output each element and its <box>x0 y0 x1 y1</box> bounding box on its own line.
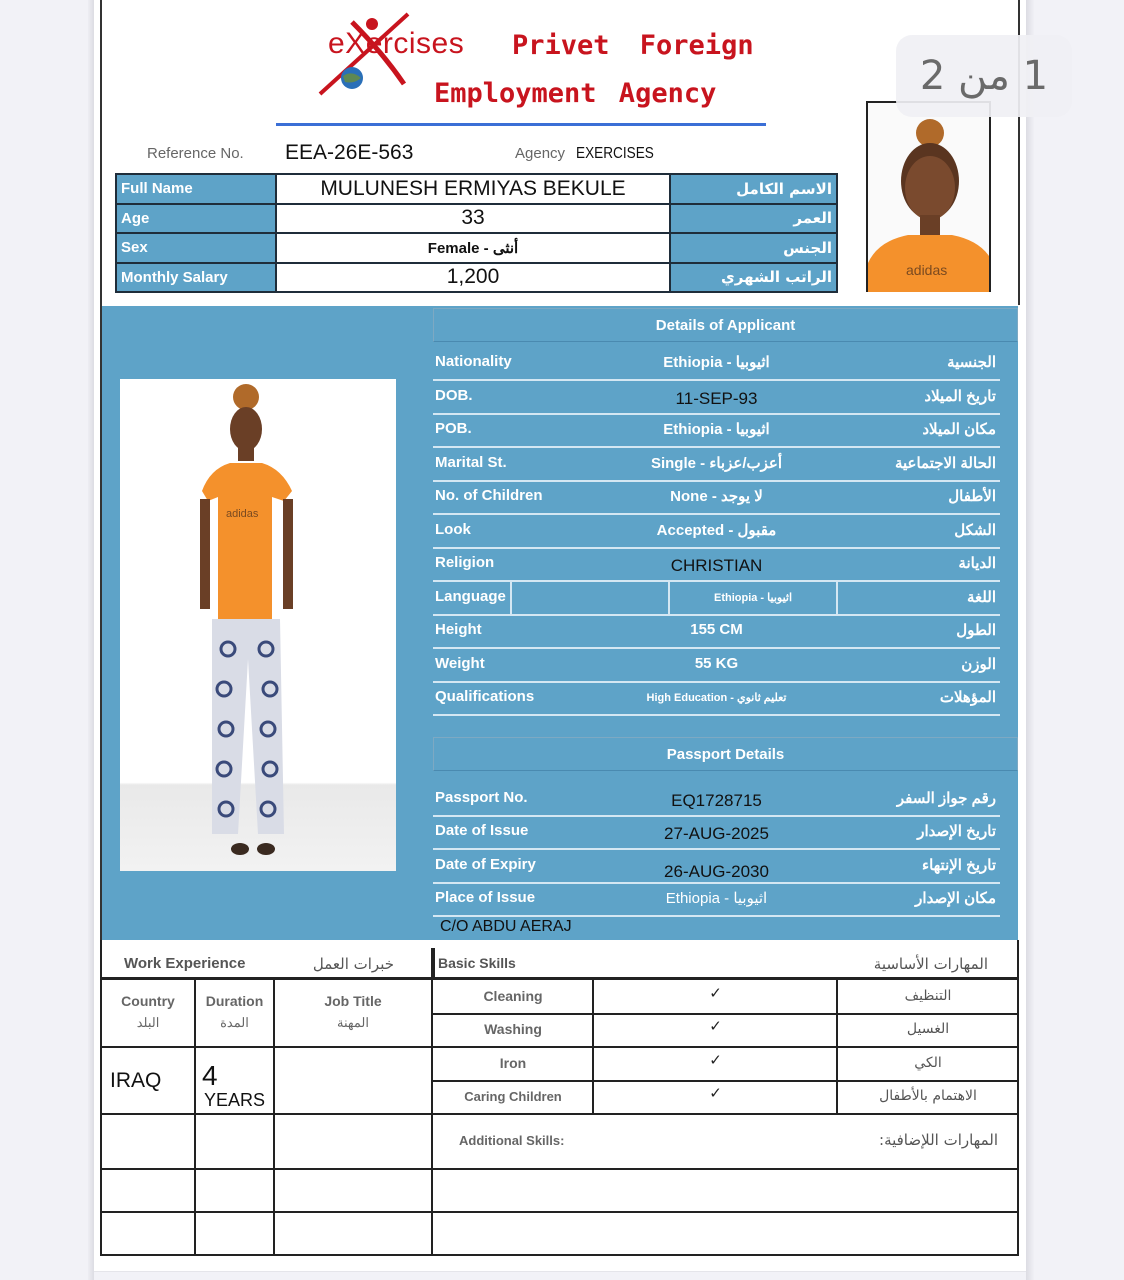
row-value: None - لا يوجد <box>670 488 763 505</box>
table-border <box>432 1046 1019 1048</box>
detail-row-look <box>433 515 1000 549</box>
sex-label-ar: الجنس <box>670 233 837 263</box>
row-label-ar: مكان الإصدار <box>915 890 996 907</box>
skill-cleaning-label: Cleaning <box>483 988 543 1004</box>
row-label-ar: المؤهلات <box>939 689 996 706</box>
check-icon: ✓ <box>709 984 722 1002</box>
table-row <box>116 204 837 234</box>
row-label: No. of Children <box>435 487 543 504</box>
row-label: Place of Issue <box>435 889 536 906</box>
row-label-ar: اللغة <box>967 589 996 606</box>
detail-row-marital-status <box>433 448 1000 482</box>
detail-row-weight <box>433 649 1000 683</box>
column-header-duration <box>196 990 273 1034</box>
row-label-ar: الحالة الاجتماعية <box>894 455 996 472</box>
table-border <box>100 1254 1019 1256</box>
full-name-value: MULUNESH ERMIYAS BEKULE <box>276 174 670 204</box>
work-experience-title-row <box>102 948 432 980</box>
skill-washing-label-ar: الغسيل <box>906 1021 950 1037</box>
row-label: Religion <box>435 554 495 571</box>
salary-label: Monthly Salary <box>116 263 276 293</box>
agency-label: Agency <box>515 145 566 162</box>
header-divider <box>276 123 766 126</box>
passport-row-place-of-issue <box>433 883 1000 917</box>
column-header-country <box>102 990 194 1034</box>
row-label-ar: مكان الميلاد <box>922 421 996 438</box>
age-label-ar: العمر <box>670 204 837 234</box>
detail-row-religion <box>433 548 1000 582</box>
row-label: Marital St. <box>435 454 507 471</box>
language-cell-empty <box>510 582 668 615</box>
detail-row-language <box>433 582 1000 616</box>
portrait-photo <box>866 101 991 292</box>
column-header-job-title <box>275 990 431 1034</box>
check-icon: ✓ <box>709 1051 722 1069</box>
age-label: Age <box>116 204 276 234</box>
detail-row-dob <box>433 381 1000 415</box>
full-name-label-ar: الاسم الكامل <box>670 174 837 204</box>
agency-name-line1: Privet Foreign <box>512 30 754 61</box>
column-header-ar: المهنة <box>337 1015 369 1030</box>
row-label-ar: تاريخ الميلاد <box>924 388 996 405</box>
row-label: Weight <box>435 655 485 672</box>
row-label-ar: تاريخ الإصدار <box>917 823 996 840</box>
basic-skills-title: Basic Skills <box>438 955 516 971</box>
row-value: Ethiopia - اثيوبيا <box>663 354 770 371</box>
row-label-ar: الجنسية <box>947 354 996 371</box>
salary-value: 1,200 <box>276 263 670 293</box>
row-label: Passport No. <box>435 789 528 806</box>
row-label: Look <box>435 521 471 538</box>
check-icon: ✓ <box>709 1084 722 1102</box>
row-label-ar: تاريخ الإنتهاء <box>922 857 996 874</box>
row-label: DOB. <box>435 387 473 404</box>
row-value: Single - أعزب/عزباء <box>650 455 783 472</box>
table-border <box>100 940 102 1256</box>
row-label-ar: الطول <box>956 622 996 639</box>
experience-duration-number: 4 <box>202 1060 218 1091</box>
agency-value: EXERCISES <box>576 145 654 162</box>
row-label: Language <box>435 588 506 605</box>
care-of-text: C/O ABDU AERAJ <box>440 918 572 935</box>
age-value: 33 <box>276 204 670 234</box>
row-value: CHRISTIAN <box>670 556 763 575</box>
row-label: Date of Expiry <box>435 856 536 873</box>
svg-text:adidas: adidas <box>226 508 259 520</box>
row-value: 27-AUG-2025 <box>664 824 769 843</box>
reference-value: EEA-26E-563 <box>285 141 414 164</box>
row-label: Height <box>435 621 482 638</box>
salary-label-ar: الراتب الشهري <box>670 263 837 293</box>
column-header-ar: المدة <box>220 1015 249 1030</box>
basic-skills-title-ar: المهارات الأساسية <box>873 955 988 973</box>
experience-duration-unit: YEARS <box>204 1090 266 1110</box>
table-border <box>432 1080 1019 1082</box>
row-label-ar: الشكل <box>954 522 996 539</box>
table-border <box>100 1168 1019 1170</box>
table-border <box>100 1211 1019 1213</box>
agency-name-line2: Employment Agency <box>434 78 717 109</box>
table-border <box>100 1046 432 1048</box>
passport-row-number <box>433 783 1000 817</box>
reference-label: Reference No. <box>147 145 244 162</box>
row-value: Accepted - مقبول <box>656 522 777 539</box>
skill-washing-label: Washing <box>484 1021 542 1037</box>
passport-row-issue-date <box>433 816 1000 850</box>
table-row <box>116 263 837 293</box>
work-experience-title-ar: خبرات العمل <box>312 955 394 973</box>
skill-cleaning-label-ar: التنظيف <box>904 988 952 1004</box>
experience-country: IRAQ <box>110 1069 162 1092</box>
table-row <box>116 174 837 204</box>
table-border <box>431 948 433 1256</box>
skill-caring-children-label: Caring Children <box>464 1089 562 1104</box>
detail-row-nationality <box>433 347 1000 381</box>
row-value: Ethiopia - اثيوبيا <box>713 592 793 604</box>
skill-caring-children-label-ar: الاهتمام بالأطفال <box>879 1088 977 1104</box>
viewer-margin-right <box>1026 0 1034 1280</box>
row-value: 155 CM <box>690 621 743 638</box>
table-border <box>100 1113 1019 1115</box>
full-body-photo <box>120 379 396 871</box>
detail-row-pob <box>433 414 1000 448</box>
row-value: EQ1728715 <box>671 791 762 810</box>
sex-label: Sex <box>116 233 276 263</box>
table-border <box>432 1013 1019 1015</box>
person-full-body-icon <box>120 379 396 871</box>
column-header-ar: البلد <box>136 1015 160 1030</box>
row-label-ar: رقم جواز السفر <box>896 790 996 807</box>
row-label-ar: الديانة <box>958 555 996 572</box>
additional-skills-label-ar: المهارات اللإضافية: <box>879 1131 998 1149</box>
column-header-en: Country <box>121 993 175 1009</box>
detail-row-qualifications <box>433 682 1000 716</box>
row-label-ar: الأطفال <box>948 488 996 505</box>
skill-iron-label: Iron <box>499 1055 527 1071</box>
additional-skills-label: Additional Skills: <box>459 1133 565 1148</box>
row-label: POB. <box>435 420 472 437</box>
row-value: Ethiopia - اثيوبيا <box>663 421 770 438</box>
row-label-ar: الوزن <box>961 656 996 673</box>
sex-value: Female - أنثى <box>276 233 670 263</box>
detail-row-height <box>433 615 1000 649</box>
passport-row-expiry-date <box>433 850 1000 884</box>
svg-text:adidas: adidas <box>906 262 948 278</box>
full-name-label: Full Name <box>116 174 276 204</box>
row-label: Qualifications <box>435 688 535 705</box>
column-header-en: Duration <box>205 993 264 1009</box>
skill-iron-label-ar: الكي <box>914 1055 942 1071</box>
passport-details-header: Passport Details <box>433 737 1018 771</box>
detail-row-children <box>433 481 1000 515</box>
work-experience-title: Work Experience <box>124 955 246 972</box>
row-value: 55 KG <box>694 655 739 672</box>
column-header-en: Job Title <box>324 993 382 1009</box>
row-value: High Education - تعليم ثانوي <box>646 692 787 704</box>
basic-skills-title-row <box>432 948 1018 980</box>
logo-wordmark: eXercises <box>328 27 465 60</box>
check-icon: ✓ <box>709 1017 722 1035</box>
table-row <box>116 233 837 263</box>
applicant-details-header: Details of Applicant <box>433 308 1018 342</box>
row-label: Nationality <box>435 353 512 370</box>
row-value: 11-SEP-93 <box>675 389 758 408</box>
row-value: Ethiopia - اثيوبيا <box>665 890 768 907</box>
row-label: Date of Issue <box>435 822 529 839</box>
row-value: 26-AUG-2030 <box>664 862 769 881</box>
person-portrait-icon <box>868 103 991 292</box>
basic-info-table <box>115 173 838 293</box>
page-counter-badge: 1 من 2 <box>896 35 1072 117</box>
